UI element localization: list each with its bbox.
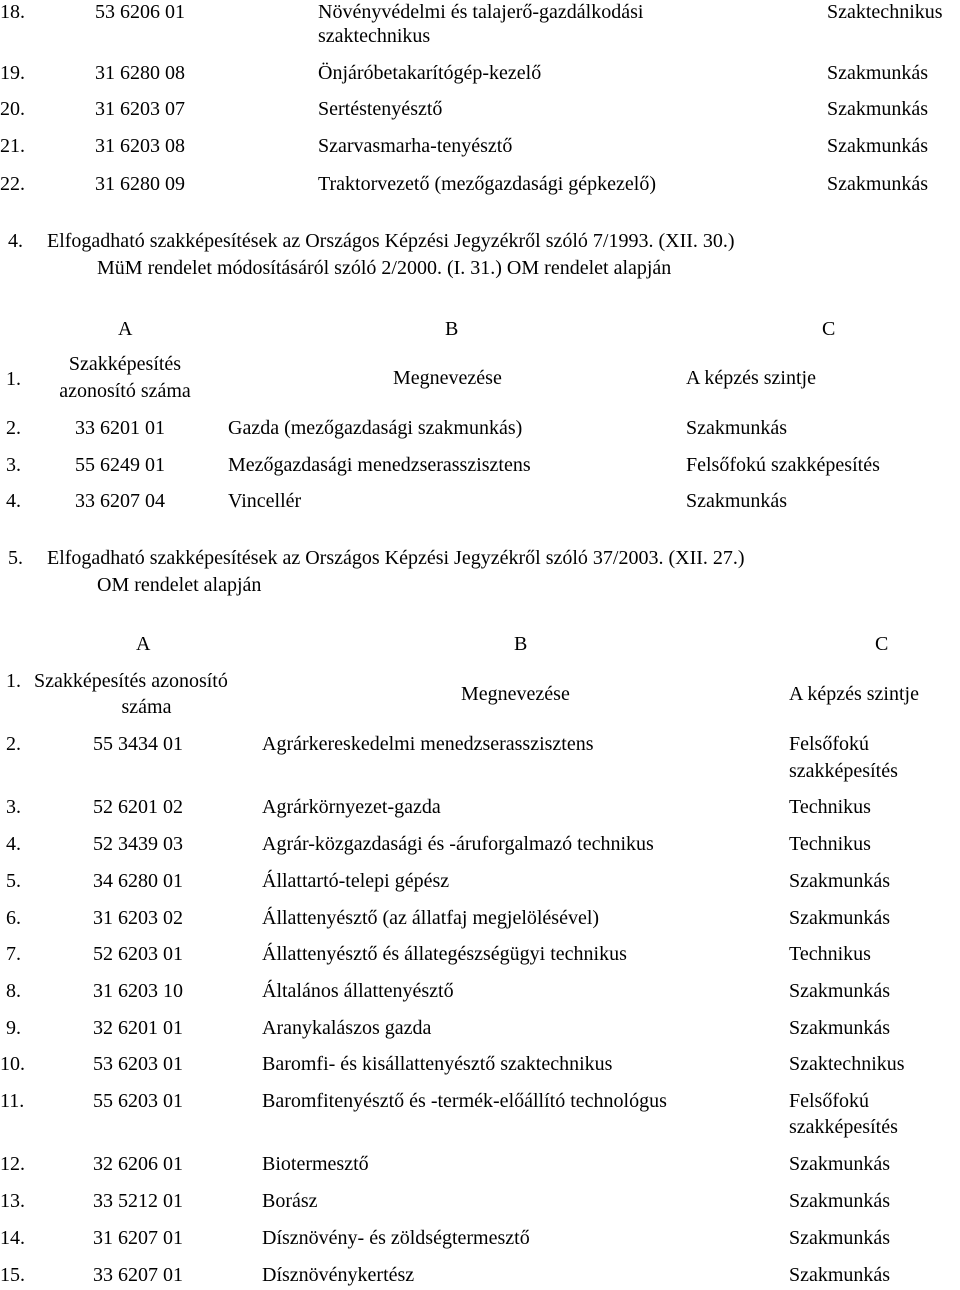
- row-number: 2.: [6, 417, 21, 439]
- row-code: 31 6280 08: [95, 62, 185, 84]
- row-name-line2: szaktechnikus: [318, 25, 431, 47]
- row-name: Gazda (mezőgazdasági szakmunkás): [228, 417, 523, 439]
- header-number: 1.: [6, 670, 21, 692]
- row-level: Szakmunkás: [789, 870, 891, 892]
- column-letter-a: A: [118, 318, 133, 340]
- row-code: 31 6203 08: [95, 135, 185, 157]
- row-code: 55 6203 01: [93, 1090, 183, 1112]
- row-level: Szakmunkás: [789, 1227, 891, 1249]
- row-name: Traktorvezető (mezőgazdasági gépkezelő): [318, 173, 656, 195]
- header-level: A képzés szintje: [789, 683, 919, 705]
- row-number: 8.: [6, 980, 21, 1002]
- row-name: Szarvasmarha-tenyésztő: [318, 135, 513, 157]
- row-code: 55 6249 01: [75, 454, 165, 476]
- row-level: Szakmunkás: [789, 980, 891, 1002]
- row-level: Technikus: [789, 796, 871, 818]
- row-level: Szakmunkás: [686, 417, 788, 439]
- row-name: Borász: [262, 1190, 318, 1212]
- row-level: Szakmunkás: [827, 173, 929, 195]
- section-heading-line2: OM rendelet alapján: [97, 574, 262, 596]
- row-level: Technikus: [789, 833, 871, 855]
- row-code: 31 6203 07: [95, 98, 185, 120]
- row-level: Szaktechnikus: [789, 1053, 905, 1075]
- row-level: Szakmunkás: [789, 1190, 891, 1212]
- row-number: 10.: [0, 1053, 25, 1075]
- row-number: 20.: [0, 98, 25, 120]
- row-number: 21.: [0, 135, 25, 157]
- row-number: 15.: [0, 1264, 25, 1286]
- row-number: 4.: [6, 490, 21, 512]
- row-name: Agrárkereskedelmi menedzserasszisztens: [262, 733, 594, 755]
- row-code: 32 6206 01: [93, 1153, 183, 1175]
- header-code-line2: azonosító száma: [59, 380, 191, 402]
- row-code: 31 6203 10: [93, 980, 183, 1002]
- row-number: 19.: [0, 62, 25, 84]
- row-name: Biotermesztő: [262, 1153, 369, 1175]
- header-level: A képzés szintje: [686, 367, 816, 389]
- row-code: 55 3434 01: [93, 733, 183, 755]
- row-name: Állattenyésztő és állategészségügyi technikus: [262, 943, 627, 965]
- section-number: 5.: [8, 547, 23, 569]
- row-level: Szakmunkás: [789, 1153, 891, 1175]
- row-name: Baromfitenyésztő és -termék-előállító technológus: [262, 1090, 667, 1112]
- row-name: Állattenyésztő (az állatfaj megjelölésével): [262, 907, 600, 929]
- header-name: Megnevezése: [393, 367, 502, 389]
- row-name: Dísznövénykertész: [262, 1264, 415, 1286]
- header-name: Megnevezése: [461, 683, 570, 705]
- row-name: Növényvédelmi és talajerő-gazdálkodási: [318, 1, 644, 23]
- row-name: Agrárkörnyezet-gazda: [262, 796, 441, 818]
- section-heading-line2: MüM rendelet módosításáról szóló 2/2000. (I. 31.) OM rendelet alapján: [97, 257, 672, 279]
- row-number: 13.: [0, 1190, 25, 1212]
- row-name: Általános állattenyésztő: [262, 980, 454, 1002]
- row-code: 31 6207 01: [93, 1227, 183, 1249]
- row-number: 7.: [6, 943, 21, 965]
- header-number: 1.: [6, 368, 21, 390]
- column-letter-c: C: [875, 633, 889, 655]
- row-name: Aranykalászos gazda: [262, 1017, 432, 1039]
- row-number: 14.: [0, 1227, 25, 1249]
- row-number: 6.: [6, 907, 21, 929]
- row-name: Mezőgazdasági menedzserasszisztens: [228, 454, 531, 476]
- row-level: Felsőfokú: [789, 733, 869, 755]
- column-letter-a: A: [136, 633, 151, 655]
- row-code: 34 6280 01: [93, 870, 183, 892]
- row-level: Szakmunkás: [789, 907, 891, 929]
- row-level-line2: szakképesítés: [789, 760, 898, 782]
- column-letter-b: B: [514, 633, 528, 655]
- row-number: 11.: [0, 1090, 25, 1112]
- column-letter-b: B: [445, 318, 459, 340]
- row-level: Felsőfokú: [789, 1090, 869, 1112]
- row-level-line2: szakképesítés: [789, 1116, 898, 1138]
- section-heading: Elfogadható szakképesítések az Országos Képzési Jegyzékről szóló 7/1993. (XII. 30.): [47, 230, 735, 252]
- row-name: Agrár-közgazdasági és -áruforgalmazó technikus: [262, 833, 654, 855]
- row-code: 53 6206 01: [95, 1, 185, 23]
- row-code: 33 6207 01: [93, 1264, 183, 1286]
- row-level: Szaktechnikus: [827, 1, 943, 23]
- row-number: 3.: [6, 454, 21, 476]
- row-name: Vincellér: [228, 490, 302, 512]
- row-number: 2.: [6, 733, 21, 755]
- row-name: Baromfi- és kisállattenyésztő szaktechnikus: [262, 1053, 613, 1075]
- row-number: 4.: [6, 833, 21, 855]
- row-code: 31 6280 09: [95, 173, 185, 195]
- row-number: 5.: [6, 870, 21, 892]
- row-name: Dísznövény- és zöldségtermesztő: [262, 1227, 530, 1249]
- row-code: 33 6201 01: [75, 417, 165, 439]
- row-level: Felsőfokú szakképesítés: [686, 454, 880, 476]
- row-level: Technikus: [789, 943, 871, 965]
- row-name: Állattartó-telepi gépész: [262, 870, 450, 892]
- row-name: Sertéstenyésztő: [318, 98, 443, 120]
- column-letter-c: C: [822, 318, 836, 340]
- header-code-line2: száma: [121, 696, 172, 718]
- section-heading: Elfogadható szakképesítések az Országos Képzési Jegyzékről szóló 37/2003. (XII. 27.): [47, 547, 745, 569]
- row-number: 22.: [0, 173, 25, 195]
- row-level: Szakmunkás: [789, 1264, 891, 1286]
- row-name: Önjáróbetakarítógép-kezelő: [318, 62, 542, 84]
- row-code: 52 3439 03: [93, 833, 183, 855]
- row-code: 33 5212 01: [93, 1190, 183, 1212]
- section-number: 4.: [8, 230, 23, 252]
- row-level: Szakmunkás: [789, 1017, 891, 1039]
- row-code: 53 6203 01: [93, 1053, 183, 1075]
- row-code: 52 6203 01: [93, 943, 183, 965]
- row-number: 18.: [0, 1, 25, 23]
- row-number: 3.: [6, 796, 21, 818]
- row-code: 33 6207 04: [75, 490, 165, 512]
- header-code: Szakképesítés azonosító: [34, 670, 228, 692]
- row-code: 52 6201 02: [93, 796, 183, 818]
- row-code: 32 6201 01: [93, 1017, 183, 1039]
- row-number: 12.: [0, 1153, 25, 1175]
- row-code: 31 6203 02: [93, 907, 183, 929]
- row-level: Szakmunkás: [686, 490, 788, 512]
- row-level: Szakmunkás: [827, 62, 929, 84]
- row-level: Szakmunkás: [827, 98, 929, 120]
- row-number: 9.: [6, 1017, 21, 1039]
- row-level: Szakmunkás: [827, 135, 929, 157]
- header-code: Szakképesítés: [68, 353, 182, 375]
